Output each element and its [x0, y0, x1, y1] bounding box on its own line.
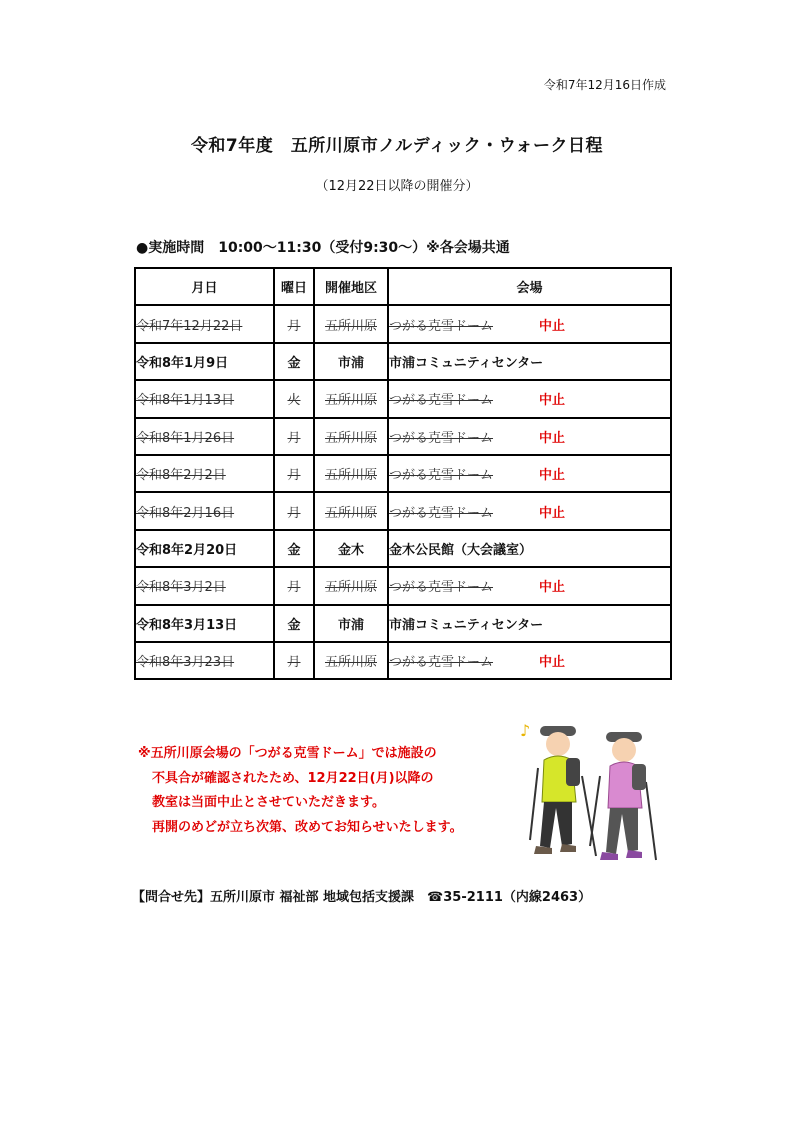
header-area: 開催地区 [314, 268, 388, 305]
venue-name: 市浦コミュニティセンター [389, 355, 544, 371]
table-row [135, 605, 671, 642]
cell-area: 五所川原 [314, 492, 388, 529]
cancelled-label: 中止 [539, 655, 566, 671]
nordic-walkers-illustration [514, 716, 684, 868]
contact-info: 【問合せ先】五所川原市 福祉部 地域包括支援課 ☎35-2111（内線2463） [132, 890, 592, 905]
cancelled-label: 中止 [539, 505, 566, 521]
venue-name: つがる克雪ドーム [389, 430, 494, 446]
created-date: 令和7年12月16日作成 [543, 78, 666, 92]
cell-date: 令和8年2月16日 [135, 492, 274, 529]
cell-venue [388, 642, 671, 679]
table-row [135, 642, 671, 679]
venue-name: つがる克雪ドーム [389, 393, 494, 409]
cell-area: 五所川原 [314, 642, 388, 679]
cell-venue [388, 455, 671, 492]
venue-name: 金木公民館（大会議室） [389, 542, 533, 558]
venue-name: つがる克雪ドーム [389, 505, 494, 521]
cancelled-label: 中止 [539, 318, 566, 334]
time-info: ●実施時間 10:00～11:30（受付9:30～）※各会場共通 [136, 240, 510, 256]
cell-venue [388, 567, 671, 604]
page-subtitle: （12月22日以降の開催分） [315, 179, 479, 194]
table-row [135, 418, 671, 455]
cancelled-label: 中止 [539, 430, 566, 446]
table-row [135, 343, 671, 380]
table-row [135, 567, 671, 604]
cell-area: 市浦 [314, 343, 388, 380]
notice-line: 不具合が確認されたため、12月22日(月)以降の [152, 770, 434, 786]
cell-day: 金 [274, 343, 314, 380]
page-title: 令和7年度 五所川原市ノルディック・ウォーク日程 [190, 136, 604, 156]
cell-area: 五所川原 [314, 380, 388, 417]
cell-day: 月 [274, 305, 314, 342]
table-row [135, 305, 671, 342]
venue-name: つがる克雪ドーム [389, 655, 494, 671]
cell-date: 令和8年1月9日 [135, 343, 274, 380]
cell-venue [388, 492, 671, 529]
venue-name: 市浦コミュニティセンター [389, 617, 544, 633]
cancelled-label: 中止 [539, 393, 566, 409]
cell-venue [388, 530, 671, 567]
cancellation-notice [138, 742, 463, 840]
schedule-table [134, 267, 672, 680]
cell-day: 月 [274, 492, 314, 529]
notice-line: ※五所川原会場の「つがる克雪ドーム」では施設の [138, 746, 437, 761]
cell-area: 市浦 [314, 605, 388, 642]
cell-date: 令和8年1月13日 [135, 380, 274, 417]
venue-name: つがる克雪ドーム [389, 580, 494, 596]
cell-date: 令和8年2月20日 [135, 530, 274, 567]
cell-date: 令和8年2月2日 [135, 455, 274, 492]
cell-date: 令和8年3月13日 [135, 605, 274, 642]
cancelled-label: 中止 [539, 580, 566, 596]
header-date: 月日 [135, 268, 274, 305]
cell-day: 火 [274, 380, 314, 417]
cell-date: 令和7年12月22日 [135, 305, 274, 342]
cancelled-label: 中止 [539, 468, 566, 484]
cell-day: 月 [274, 642, 314, 679]
notice-line: 再開のめどが立ち次第、改めてお知らせいたします。 [152, 819, 463, 835]
cell-area: 五所川原 [314, 455, 388, 492]
header-day: 曜日 [274, 268, 314, 305]
cell-venue [388, 605, 671, 642]
cell-day: 月 [274, 567, 314, 604]
table-row [135, 492, 671, 529]
cell-venue [388, 380, 671, 417]
cell-venue [388, 418, 671, 455]
header-venue: 会場 [388, 268, 671, 305]
cell-venue [388, 343, 671, 380]
notice-line: 教室は当面中止とさせていただきます。 [152, 795, 385, 810]
table-row [135, 530, 671, 567]
cell-date: 令和8年3月23日 [135, 642, 274, 679]
cell-date: 令和8年3月2日 [135, 567, 274, 604]
table-row [135, 455, 671, 492]
table-header-row [135, 268, 671, 305]
cell-area: 金木 [314, 530, 388, 567]
cell-day: 月 [274, 455, 314, 492]
venue-name: つがる克雪ドーム [389, 318, 494, 334]
cell-venue [388, 305, 671, 342]
venue-name: つがる克雪ドーム [389, 468, 494, 484]
table-row [135, 380, 671, 417]
walker-yellow-illustration [530, 726, 596, 856]
cell-area: 五所川原 [314, 567, 388, 604]
cell-day: 金 [274, 530, 314, 567]
cell-date: 令和8年1月26日 [135, 418, 274, 455]
cell-area: 五所川原 [314, 305, 388, 342]
walker-pink-illustration [590, 732, 656, 860]
cell-day: 金 [274, 605, 314, 642]
cell-area: 五所川原 [314, 418, 388, 455]
cell-day: 月 [274, 418, 314, 455]
music-note-icon: ♪ [520, 721, 531, 740]
